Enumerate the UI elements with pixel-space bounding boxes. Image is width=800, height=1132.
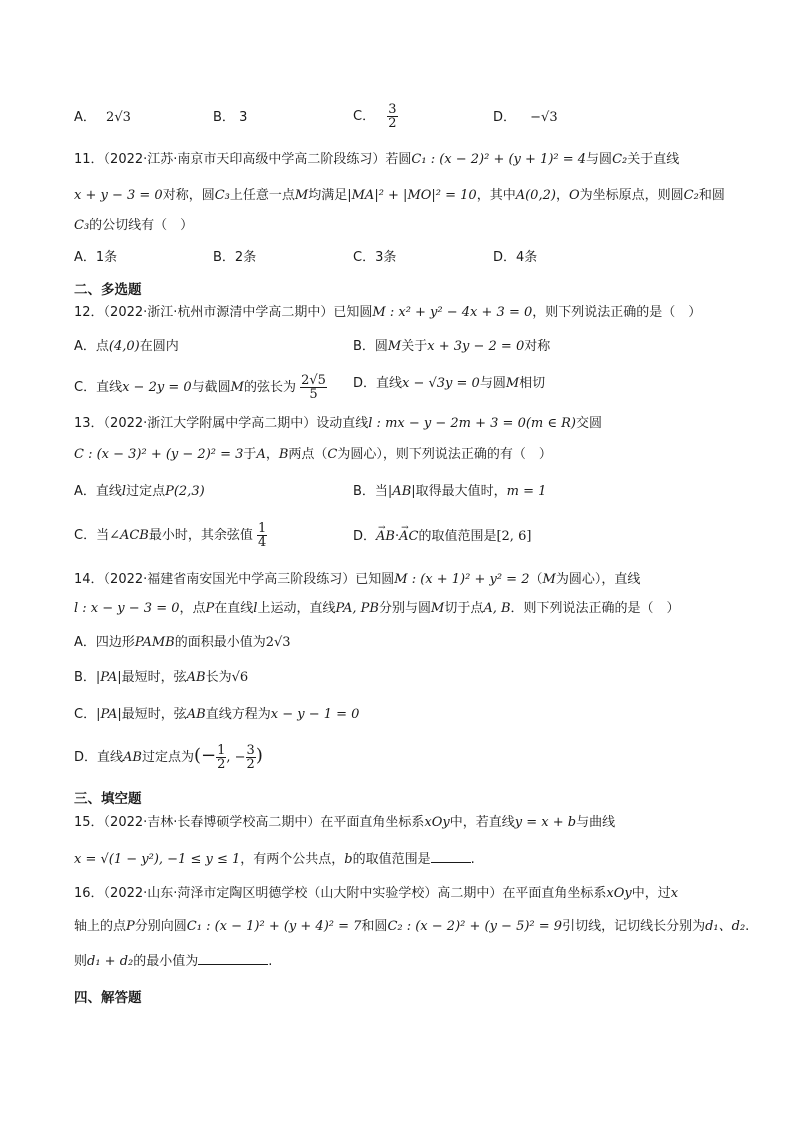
vector-ac: → AC: [399, 527, 418, 547]
q10-option-b: [213, 108, 247, 128]
q10-option-c: [353, 103, 398, 130]
option-label: A．: [74, 110, 96, 125]
q16-line-2: 轴上的点P分别向圆C₁ : (x − 1)² + (y + 4)² = 7和圆C₂ : (x − 2)² + (y − 5)² = 9引切线，记切线长分别为d₁、d₂.: [74, 919, 750, 934]
q11-option-a: A．1条: [74, 250, 118, 265]
q13-line-2: C : (x − 3)² + (y − 2)² = 3于A，B两点（C为圆心），则下列说法正确的有（ ）: [74, 447, 552, 462]
cosine-fraction: $\frac{1}{4}$: [258, 521, 267, 550]
q11-line-3: C₃的公切线有（ ）: [74, 218, 194, 233]
option-label: B．: [213, 110, 235, 125]
q12-option-c: C．直线x − 2y = 0与截圆M的弦长为 $\frac{2√5}{5}$: [74, 373, 326, 402]
question-number: 12．: [74, 305, 104, 320]
q10-option-a: [74, 108, 131, 128]
q12-option-d: D．直线x − √3y = 0与圆M相切: [353, 376, 546, 391]
q14-line-1: 14．（2022·福建省南安国光中学高三阶段练习）已知圆M : (x + 1)² + y² = 2（M为圆心），直线: [74, 572, 641, 587]
section-heading-solutions: 四、解答题: [74, 990, 142, 1006]
question-number: 15．: [74, 815, 104, 830]
q13-line-1: 13．（2022·浙江大学附属中学高二期中）设动直线l : mx − y − 2m + 3 = 0(m ∈ R)交圆: [74, 416, 603, 431]
question-number: 16．: [74, 886, 104, 901]
fixed-point-y-fraction: $\frac{3}{2}$: [246, 743, 255, 772]
section-heading-multiple-choice: 二、多选题: [74, 282, 142, 298]
question-number: 14．: [74, 572, 104, 587]
question-number: 11．: [74, 152, 104, 167]
q13-option-b: B．当|AB|取得最大值时，m = 1: [353, 484, 547, 499]
q14-line-2: l : x − y − 3 = 0，点P在直线l上运动，直线PA, PB分别与圆M切于点A, B．则下列说法正确的是（ ）: [74, 601, 680, 616]
q16-line-1: 16．（2022·山东·菏泽市定陶区明德学校（山大附中实验学校）高二期中）在平面直角坐标系xOy中，过x: [74, 886, 679, 901]
q14-option-d: D．直线AB过定点为(− $\frac{1}{2}$ , − $\frac{3}{2}$ ): [74, 743, 263, 772]
q12-stem: 12．（2022·浙江·杭州市源清中学高二期中）已知圆M : x² + y² − 4x + 3 = 0，则下列说法正确的是（ ）: [74, 305, 702, 320]
q11-option-c: C．3条: [353, 250, 397, 265]
q13-option-a: A．直线l过定点P(2,3): [74, 484, 205, 499]
q11-option-d: D．4条: [493, 250, 538, 265]
section-heading-fill-in: 三、填空题: [74, 791, 142, 807]
fixed-point-x-fraction: $\frac{1}{2}$: [217, 743, 226, 772]
answer-blank: [431, 848, 471, 863]
q15-line-2: x = √(1 − y²), −1 ≤ y ≤ 1，有两个公共点，b的取值范围是 .: [74, 848, 475, 870]
q12-option-b: B．圆M关于x + 3y − 2 = 0对称: [353, 339, 551, 354]
q16-line-3: 则d₁ + d₂的最小值为 .: [74, 950, 272, 972]
q11-option-b: B．2条: [213, 250, 257, 265]
q10-option-d: [493, 108, 558, 128]
q14-option-b: B．|PA|最短时，弦AB长为√6: [74, 670, 249, 685]
option-label: D．: [493, 110, 517, 125]
vector-ab: → AB: [376, 527, 395, 547]
q13-option-d: D．→ AB·→ AC的取值范围是[2, 6]: [353, 527, 531, 547]
option-fraction: $\frac{3}{2}$: [388, 102, 397, 131]
q12-option-a: A．点(4,0)在圆内: [74, 339, 179, 354]
q14-option-c: C．|PA|最短时，弦AB直线方程为x − y − 1 = 0: [74, 707, 360, 722]
question-number: 13．: [74, 416, 104, 431]
option-value: 2√3: [106, 110, 131, 125]
q11-line-2: x + y − 3 = 0对称，圆C₃上任意一点M均满足|MA|² + |MO|² = 10，其中A(0,2)，O为坐标原点，则圆C₂和圆: [74, 188, 725, 203]
q15-line-1: 15．（2022·吉林·长春博硕学校高二期中）在平面直角坐标系xOy中，若直线y = x + b与曲线: [74, 815, 616, 830]
option-value: 3: [239, 110, 248, 125]
option-value: −√3: [530, 110, 558, 125]
q13-option-c: C．当∠ACB最小时，其余弦值 $\frac{1}{4}$: [74, 521, 267, 550]
answer-blank: [198, 950, 268, 965]
q11-line-1: 11．（2022·江苏·南京市天印高级中学高二阶段练习）若圆C₁ : (x − 2)² + (y + 1)² = 4与圆C₂关于直线: [74, 152, 680, 167]
chord-length-fraction: $\frac{2√5}{5}$: [301, 373, 326, 402]
q14-option-a: A．四边形PAMB的面积最小值为2√3: [74, 635, 291, 650]
option-label: C．: [353, 109, 376, 124]
